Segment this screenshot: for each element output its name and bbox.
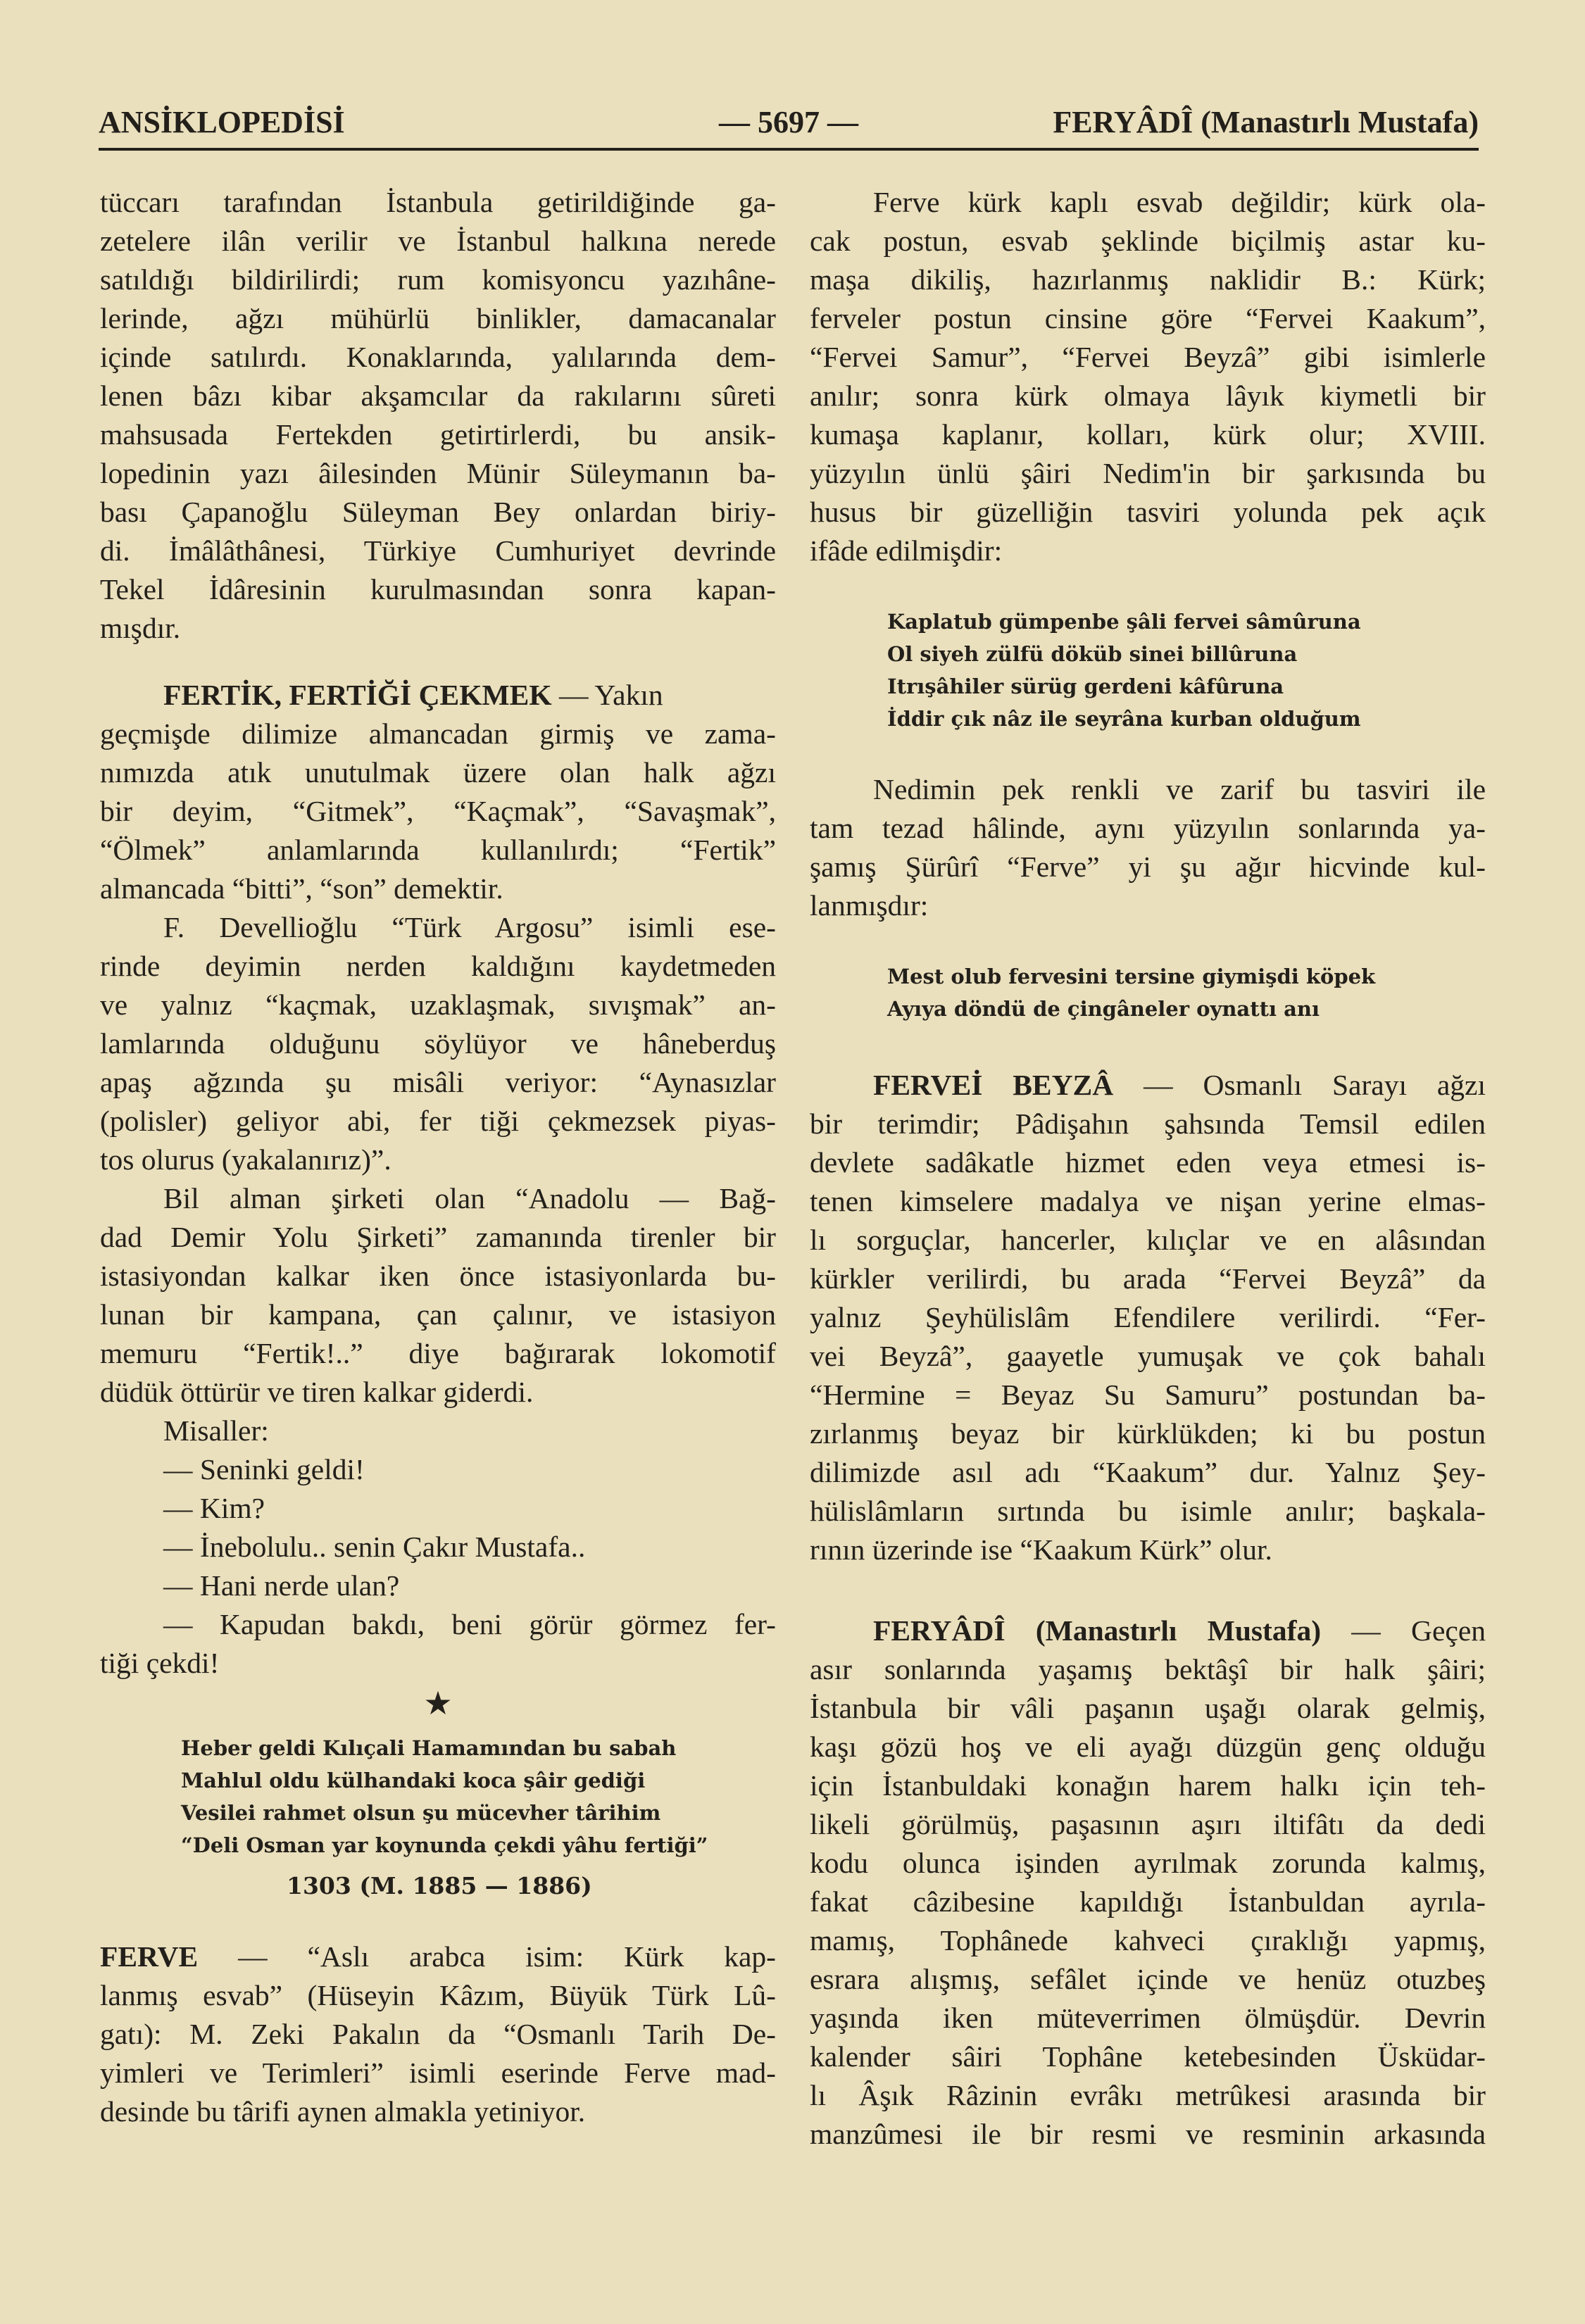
text-line: yüzyılın ünlü şâiri Nedim'in bir şarkısında bu: [810, 457, 1486, 489]
verse-line: Kaplatub gümpenbe şâli fervei sâmûruna: [887, 610, 1361, 634]
entry-headword: FERVE: [100, 1940, 199, 1973]
text-line: dad Demir Yolu Şirketi” zamanında tirenler bir: [100, 1221, 776, 1253]
text-line: kalender sâiri Tophâne ketebesinden Üsküdar-: [810, 2040, 1486, 2073]
paragraph-ferve-cont: [810, 183, 1486, 570]
text-line: asır sonlarında yaşamış bektâşî bir halk şâiri;: [810, 1653, 1486, 1685]
verse-line: Mest olub fervesini tersine giymişdi köpek: [887, 965, 1376, 988]
text-line: zırlanmış beyaz bir kürklükden; ki bu postun: [810, 1417, 1486, 1450]
text-line: gatı): M. Zeki Pakalın da “Osmanlı Tarih De-: [100, 2018, 776, 2050]
text-line: mışdır.: [100, 612, 181, 644]
text-line: esrara alışmış, sefâlet içinde ve henüz otuzbeş: [810, 1963, 1486, 1995]
text-line: “Fervei Samur”, “Fervei Beyzâ” gibi isimlerle: [810, 341, 1486, 373]
entry-fervei-beyza: [810, 1066, 1486, 1569]
text-line: içinde satılırdı. Konaklarında, yalılarında dem-: [100, 341, 776, 373]
text-line: (polisler) geliyor abi, fer tiği çekmezsek piyas-: [100, 1105, 776, 1137]
text-line: mahsusada Fertekden getirtirlerdi, bu ansik-: [100, 418, 776, 451]
verse-date: 1303 (M. 1885 — 1886): [287, 1872, 592, 1899]
paragraph-fertek-end: [100, 183, 776, 648]
text-line: di. İmâlâthânesi, Türkiye Cumhuriyet devrinde: [100, 534, 776, 567]
text-line: satıldığı bildirilirdi; rum komisyoncu yazıhâne-: [100, 263, 776, 296]
dialogue-line: — Kapudan bakdı, beni görür görmez fer-: [163, 1608, 776, 1640]
verse-line: “Deli Osman yar koynunda çekdi yâhu fertiği”: [181, 1833, 708, 1857]
paragraph-nedim: [810, 770, 1486, 925]
dialogue-line: tiği çekdi!: [100, 1647, 220, 1679]
text-line: bası Çapanoğlu Süleyman Bey onlardan biriy-: [100, 496, 776, 528]
text-line: “Hermine = Beyaz Su Samuru” postundan ba-: [810, 1378, 1486, 1411]
text-line: geçmişde dilimize almancadan girmiş ve zama-: [100, 717, 776, 750]
text-line: Ferve kürk kaplı esvab değildir; kürk ola-: [873, 186, 1486, 218]
text-line: için İstanbuldaki konağın harem halkı için teh-: [810, 1769, 1486, 1802]
text-line: lerinde, ağzı mühürlü binlikler, damacanalar: [100, 302, 776, 334]
text-line: lopedinin yazı âilesinden Münir Süleymanın ba-: [100, 457, 776, 489]
text-line: lamlarında olduğunu söylüyor ve hâneberduş: [100, 1027, 776, 1060]
entry-headword: FERTİK, FERTİĞİ ÇEKMEK: [163, 679, 552, 711]
text-line: Bil alman şirketi olan “Anadolu — Bağ-: [163, 1182, 776, 1214]
header-rule: [99, 148, 1479, 151]
verse-line: İddir çık nâz ile seyrâna kurban olduğum: [887, 707, 1361, 731]
text-line: kürkler verilirdi, bu arada “Fervei Beyzâ” da: [810, 1262, 1486, 1295]
verse-line: Ayıya döndü de çingâneler oynattı anı: [887, 997, 1320, 1021]
text-line: vei Beyzâ”, gaayetle yumuşak ve çok bahalı: [810, 1340, 1486, 1372]
text-line: bir deyim, “Gitmek”, “Kaçmak”, “Savaşmak”,: [100, 795, 776, 827]
text-line: kodu olunca işinden ayrılmak zorunda kalmış,: [810, 1847, 1486, 1879]
right-column: [810, 183, 1486, 2154]
text-line: tos olurus (yakalanırız)”.: [100, 1143, 391, 1176]
dialogue-line: — Kim?: [163, 1492, 265, 1524]
text-line: lı Âşık Râzinin evrâkı metrûkesi arasında bir: [810, 2079, 1486, 2111]
text-line: almancada “bitti”, “son” demektir.: [100, 872, 503, 905]
entry-first-line: FERVEİ BEYZÂ — Osmanlı Sarayı ağzı: [873, 1069, 1486, 1101]
text-line: lı sorguçlar, hancerler, kılıçlar ve en alâsından: [810, 1224, 1486, 1256]
text-line: zetelere ilân verilir ve İstanbul halkına nerede: [100, 225, 776, 257]
entry-first-line: FERYÂDÎ (Manastırlı Mustafa) — Geçen: [873, 1614, 1486, 1647]
text-line: apaş ağzında şu misâli veriyor: “Aynasızlar: [100, 1066, 776, 1098]
text-line: memuru “Fertik!..” diye bağırarak lokomotif: [100, 1337, 776, 1369]
text-line: tam tezad hâlinde, aynı yüzyılın sonlarında ya-: [810, 812, 1486, 844]
text-line: anılır; sonra kürk olmaya lâyık kiymetli bir: [810, 379, 1486, 412]
text-line: tüccarı tarafından İstanbula getirildiğinde ga-: [100, 186, 776, 218]
text-line: devlete sadâkatle hizmet eden veya etmesi is-: [810, 1146, 1486, 1179]
text-line: ve yalnız “kaçmak, uzaklaşmak, sıvışmak” an-: [100, 988, 776, 1021]
verse-line: Itrışâhiler sürüg gerdeni kâfûruna: [887, 674, 1284, 698]
verse-line: Mahlul oldu külhandaki koca şâir gediği: [181, 1769, 646, 1792]
text-line: düdük öttürür ve tiren kalkar giderdi.: [100, 1376, 534, 1408]
text-line: desinde bu târifi aynen almakla yetiniyor.: [100, 2095, 586, 2128]
text-line: Tekel İdâresinin kurulmasından sonra kapan-: [100, 573, 776, 605]
entry-headword: FERVEİ BEYZÂ: [873, 1069, 1114, 1101]
text-line: şamış Şürûrî “Ferve” yi şu ağır hicvinde kul-: [810, 850, 1486, 883]
entry-feryadi: [810, 1612, 1486, 2154]
text-line: ifâde edilmişdir:: [810, 534, 1003, 567]
page-number: — 5697 —: [719, 105, 858, 139]
text-line: kaşı gözü hoş ve eli ayağı düzgün genç olduğu: [810, 1731, 1486, 1763]
text-line: hülislâmların sırtında bu isimle anılır; başkala-: [810, 1495, 1486, 1527]
text-line: manzûmesi ile bir resmi ve resminin arkasında: [810, 2118, 1486, 2150]
text-line: lanmış esvab” (Hüseyin Kâzım, Büyük Türk Lû-: [100, 1979, 776, 2011]
text-line: bir terimdir; Pâdişahın şahsında Temsil edilen: [810, 1107, 1486, 1140]
text-line: yimleri ve Terimleri” isimli eserinde Ferve mad-: [100, 2056, 776, 2089]
text-line: yaşında iken müteverrimen ölmüşdür. Devrin: [810, 2002, 1486, 2034]
verse-line: Ol siyeh zülfü döküb sinei billûruna: [887, 642, 1298, 666]
dialogue-line: — Seninki geldi!: [163, 1453, 365, 1486]
text-line: cak postun, esvab şeklinde biçilmiş astar ku-: [810, 225, 1486, 257]
text-line: rinde deyimin nerden kaldığını kaydetmeden: [100, 950, 776, 982]
examples-label: Misaller:: [163, 1414, 269, 1447]
text-line: rının üzerinde ise “Kaakum Kürk” olur.: [810, 1533, 1272, 1566]
text-line: likeli görülmüş, paşasının aşırı iltifâtı da dedi: [810, 1808, 1486, 1840]
text-line: F. Devellioğlu “Türk Argosu” isimli ese-: [163, 911, 776, 943]
entry-headword: FERYÂDÎ (Manastırlı Mustafa): [873, 1614, 1322, 1647]
text-line: dilimizde asıl adı “Kaakum” dur. Yalnız Şey-: [810, 1456, 1486, 1488]
entry-ferve: [100, 1937, 776, 2131]
text-line: ferveler postun cinsine göre “Fervei Kaakum”,: [810, 302, 1486, 334]
text-line: istasiyondan kalkar iken önce istasiyonlarda bu-: [100, 1260, 776, 1292]
text-line: “Ölmek” anlamlarında kullanılırdı; “Fertik”: [100, 834, 776, 866]
text-line: maşa dikiliş, hazırlanmış naklidir B.: Kürk;: [810, 263, 1486, 296]
entry-first-line: FERTİK, FERTİĞİ ÇEKMEK — Yakın: [163, 679, 663, 711]
page-header: [99, 92, 1479, 148]
text-line: kumaşa kaplanır, kolları, kürk olur; XVIII.: [810, 418, 1486, 451]
text-line: Nedimin pek renkli ve zarif bu tasviri ile: [873, 773, 1486, 805]
dialogue-line: — İnebolulu.. senin Çakır Mustafa..: [163, 1531, 586, 1563]
entry-first-line: FERVE — “Aslı arabca isim: Kürk kap-: [100, 1940, 776, 1973]
star-icon: ★: [423, 1685, 453, 1721]
left-column: [100, 183, 776, 2131]
text-line: mamış, Tophânede kahveci çıraklığı yapmış,: [810, 1924, 1486, 1956]
entry-fertik: [100, 676, 776, 1902]
text-line: yalnız Şeyhülislâm Efendilere verilirdi. “Fer-: [810, 1301, 1486, 1333]
header-entry-title: FERYÂDÎ (Manastırlı Mustafa): [1053, 105, 1479, 139]
verse-line: Vesilei rahmet olsun şu mücevher târihim: [181, 1801, 661, 1825]
text-line: tenen kimselere madalya ve nişan yerine elmas-: [810, 1185, 1486, 1217]
text-line: husus bir güzelliğin tasviri yolunda pek açık: [810, 496, 1486, 528]
text-line: fakat câzibesine kapıldığı İstanbuldan ayrıla-: [810, 1885, 1486, 1918]
text-line: İstanbula bir vâli paşanın uşağı olarak gelmiş,: [810, 1692, 1486, 1724]
text-line: lunan bir kampana, çan çalınır, ve istasiyon: [100, 1298, 776, 1331]
text-line: nımızda atık unutulmak üzere olan halk ağzı: [100, 756, 776, 789]
verse-line: Heber geldi Kılıçali Hamamından bu sabah: [181, 1736, 677, 1760]
header-encyclopedia-title: ANSİKLOPEDİSİ: [99, 105, 345, 139]
text-line: lenen bâzı kibar akşamcılar da rakılarını sûreti: [100, 379, 776, 412]
dialogue-line: — Hani nerde ulan?: [163, 1569, 400, 1602]
text-line: lanmışdır:: [810, 889, 929, 922]
